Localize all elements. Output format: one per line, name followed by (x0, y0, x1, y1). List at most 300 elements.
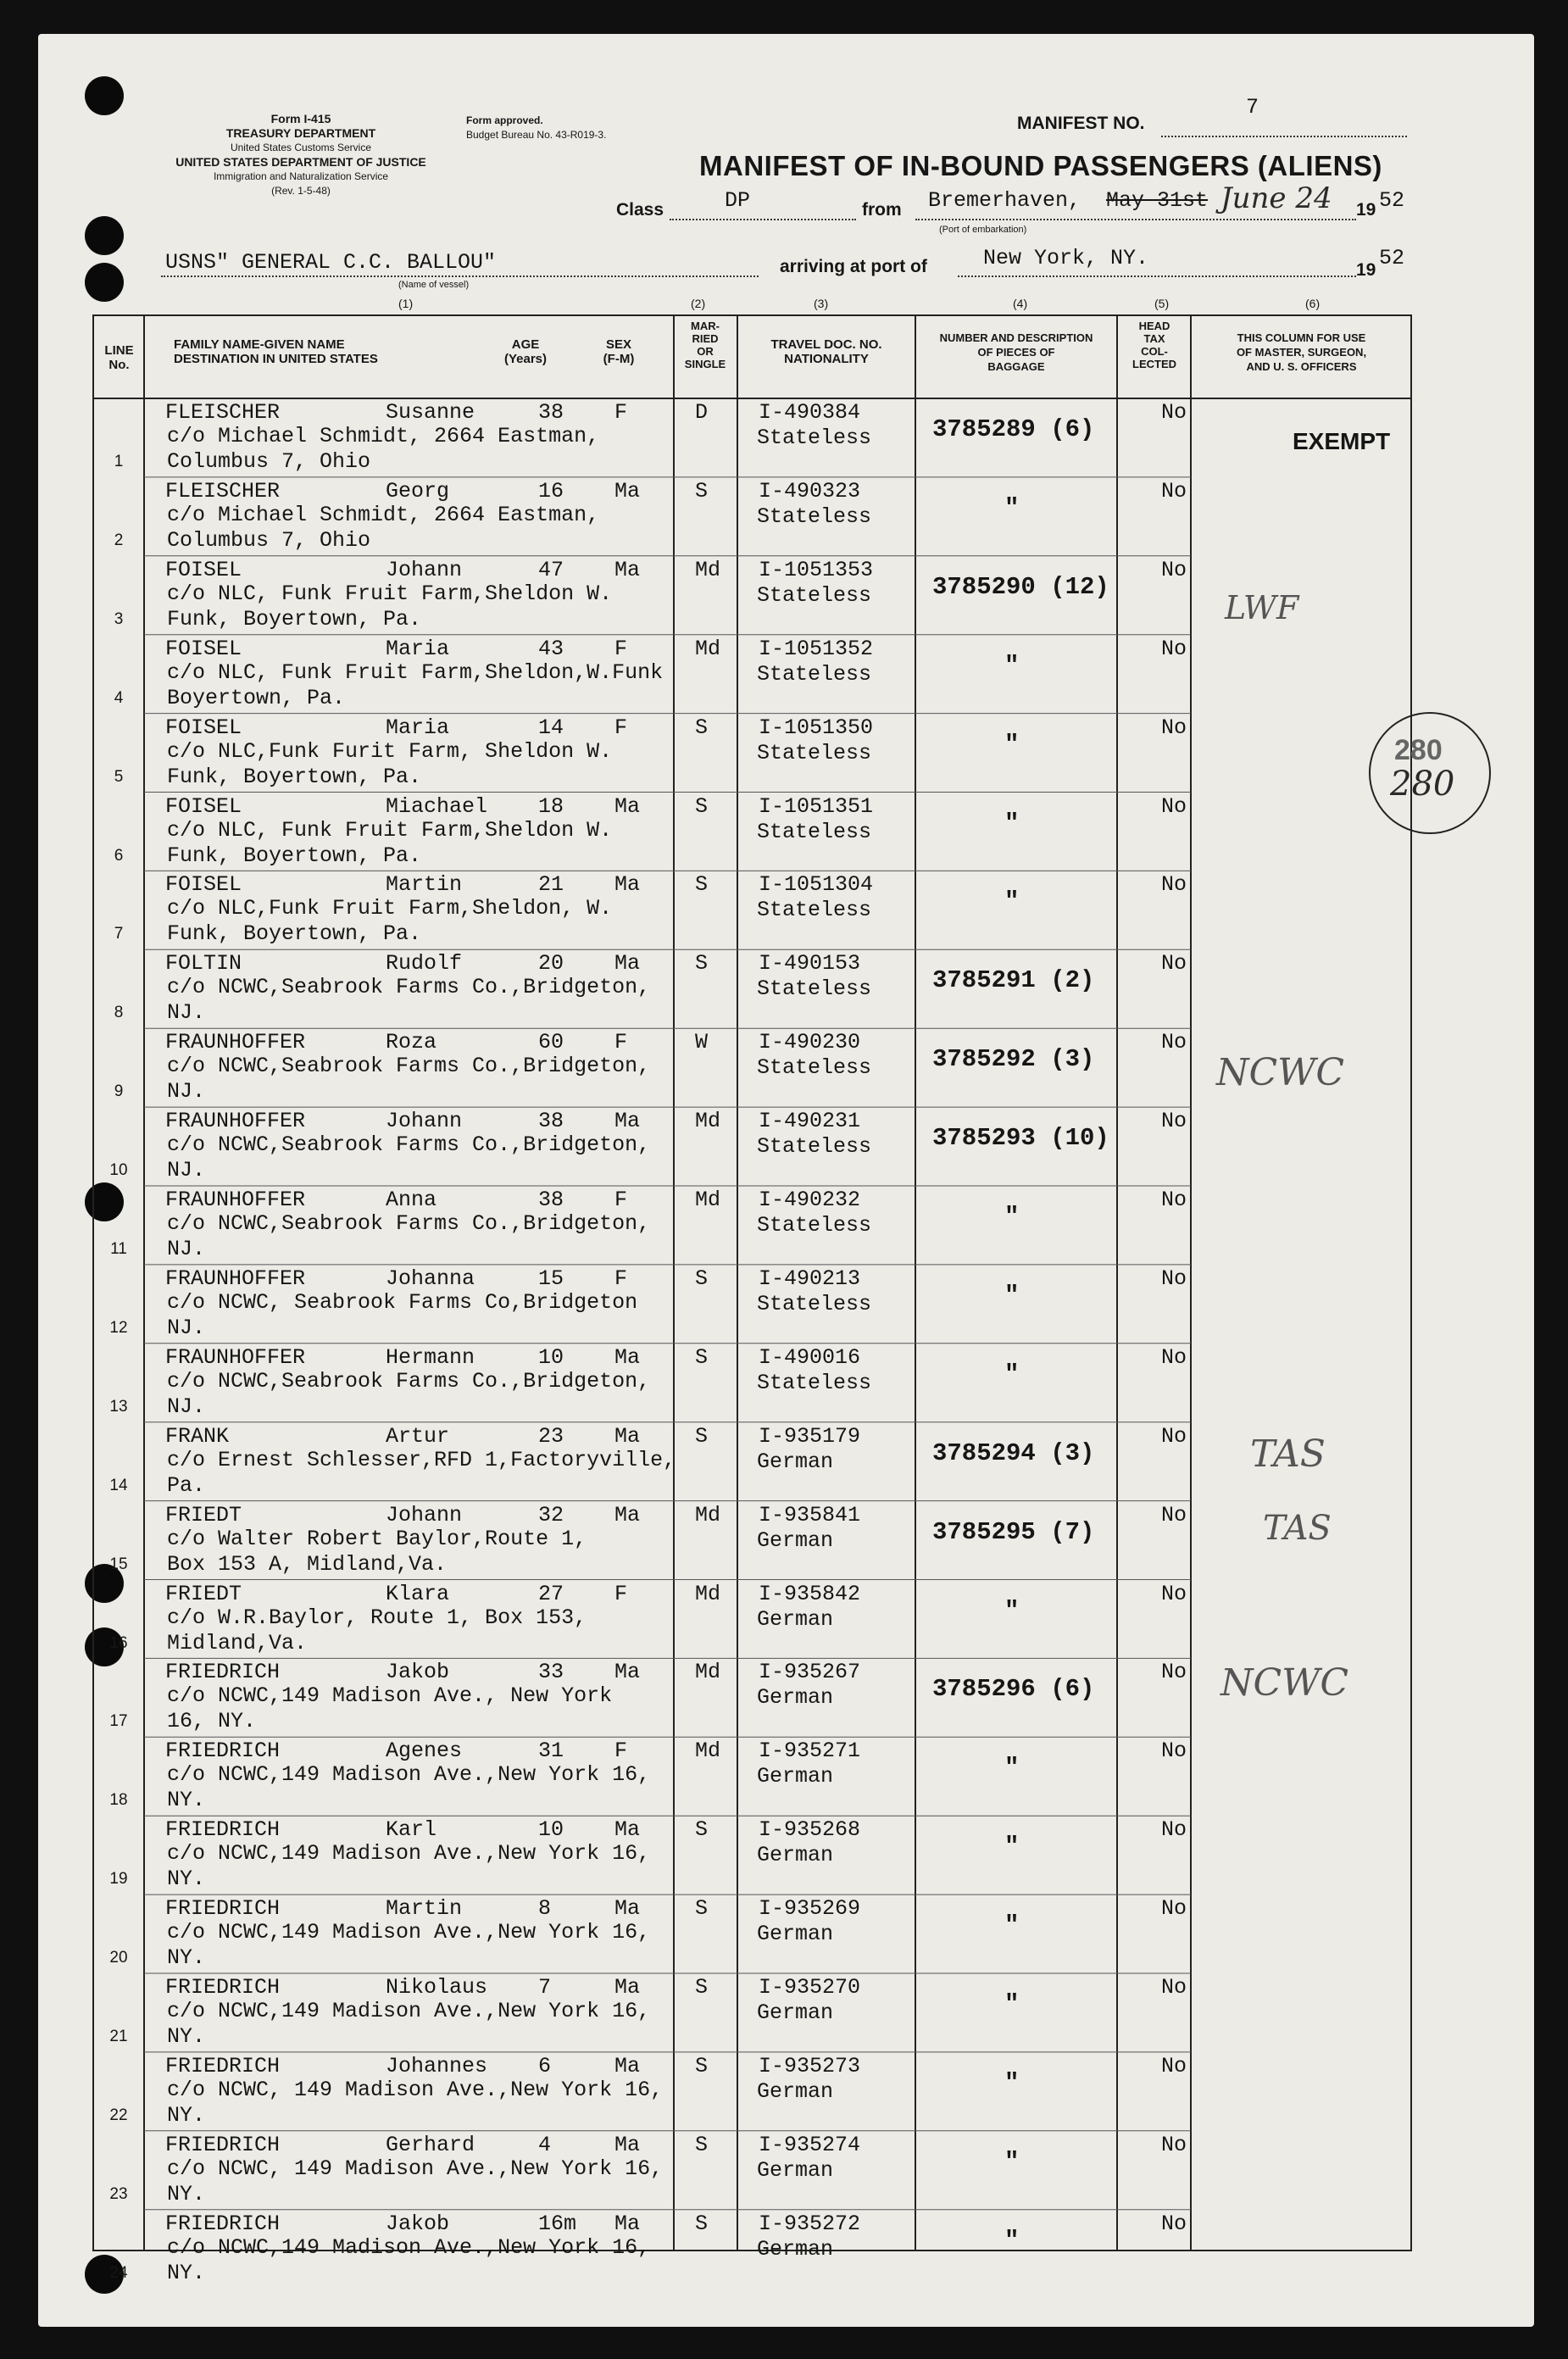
given-name: Artur (386, 1423, 450, 1449)
baggage: 3785296 (6) (932, 1675, 1095, 1704)
col-header-officers: THIS COLUMN FOR USE OF MASTER, SURGEON, AND U. S. OFFICERS (1236, 331, 1367, 373)
destination-line-1: c/o NCWC,149 Madison Ave.,New York 16, (167, 1762, 651, 1788)
line-number: 12 (109, 1318, 128, 1337)
destination-line-1: c/o Michael Schmidt, 2664 Eastman, (167, 502, 600, 527)
line-number: 8 (114, 1004, 124, 1022)
year-prefix-1: 19 (1356, 200, 1376, 220)
destination-line-2: NJ. (167, 1237, 206, 1261)
head-tax: No (1161, 1344, 1187, 1370)
baggage: " (1004, 1596, 1020, 1625)
nationality: German (757, 2000, 834, 2025)
sex: F (614, 400, 628, 425)
table-row (0, 1816, 1568, 1894)
baggage: " (1004, 651, 1020, 680)
marital-status: S (695, 478, 709, 504)
sex: Ma (614, 1817, 641, 1843)
family-name: FRIEDT (165, 1502, 242, 1527)
given-name: Hermann (386, 1344, 475, 1370)
nationality: Stateless (757, 582, 872, 608)
destination-line-1: c/o NLC, Funk Fruit Farm,Sheldon,W.Funk (167, 659, 664, 685)
nationality: German (757, 1527, 834, 1553)
table-row (0, 2052, 1568, 2131)
marital-status: D (695, 400, 709, 425)
col-num: (1) (398, 297, 414, 310)
age: 10 (538, 1344, 564, 1370)
marital-status: S (695, 1423, 709, 1449)
table-row (0, 1894, 1568, 1973)
travel-doc: I-1051351 (759, 793, 874, 819)
baggage: 3785289 (6) (932, 415, 1095, 443)
family-name: FRAUNHOFFER (165, 1344, 306, 1370)
family-name: FRIEDT (165, 1581, 242, 1606)
port-caption: (Port of embarkation) (939, 225, 1027, 235)
line-number: 17 (109, 1712, 128, 1731)
age: 60 (538, 1030, 564, 1055)
margin-note: NCWC (1216, 1051, 1345, 1094)
travel-doc: I-935274 (759, 2132, 861, 2157)
age: 4 (538, 2132, 552, 2157)
marital-status: Md (695, 1502, 721, 1527)
destination-line-1: c/o NCWC,Seabrook Farms Co.,Bridgeton, (167, 975, 651, 1000)
given-name: Maria (386, 636, 450, 661)
table-row (0, 556, 1568, 635)
sex: F (614, 1188, 628, 1212)
marital-status: Md (695, 1739, 721, 1764)
destination-line-2: NJ. (167, 1394, 206, 1419)
given-name: Susanne (386, 400, 475, 425)
line-number: 22 (109, 2106, 128, 2124)
destination-line-1: c/o NCWC,Seabrook Farms Co.,Bridgeton, (167, 1368, 651, 1394)
head-tax: No (1161, 715, 1187, 740)
baggage: 3785294 (3) (932, 1438, 1095, 1467)
baggage: " (1004, 2226, 1020, 2255)
class-value: DP (725, 188, 751, 213)
head-tax: No (1161, 1109, 1187, 1134)
nationality: Stateless (757, 740, 872, 765)
margin-note: TAS (1250, 1433, 1326, 1476)
family-name: FRIEDRICH (165, 1975, 281, 2000)
nationality: Stateless (757, 1213, 872, 1238)
baggage: " (1004, 1911, 1020, 1940)
line-number: 23 (109, 2184, 128, 2203)
table-row (0, 1422, 1568, 1501)
age: 8 (538, 1896, 552, 1922)
marital-status: Md (695, 1188, 721, 1212)
age: 6 (538, 2053, 552, 2078)
baggage: 3785291 (2) (932, 966, 1095, 995)
travel-doc: I-1051350 (759, 715, 874, 740)
sex: Ma (614, 872, 641, 898)
travel-doc: I-490323 (759, 478, 861, 504)
travel-doc: I-935272 (759, 2211, 861, 2236)
marital-status: Md (695, 636, 721, 661)
head-tax: No (1161, 951, 1187, 976)
travel-doc: I-935842 (759, 1581, 861, 1606)
table-row (0, 1501, 1568, 1580)
head-tax: No (1161, 1502, 1187, 1527)
family-name: FRIEDRICH (165, 2053, 281, 2078)
age: 38 (538, 1188, 564, 1212)
marital-status: S (695, 951, 709, 976)
given-name: Johannes (386, 2053, 488, 2078)
family-name: FRIEDRICH (165, 1896, 281, 1922)
destination-line-2: Funk, Boyertown, Pa. (167, 606, 422, 631)
family-name: FRANK (165, 1423, 230, 1449)
baggage: 3785293 (10) (932, 1124, 1109, 1153)
travel-doc: I-490230 (759, 1030, 861, 1055)
family-name: FRAUNHOFFER (165, 1266, 306, 1291)
col-header-travel: TRAVEL DOC. NO. NATIONALITY (770, 337, 882, 366)
margin-note: TAS (1263, 1509, 1332, 1548)
table-row (0, 1580, 1568, 1659)
head-tax: No (1161, 1739, 1187, 1764)
sex: Ma (614, 1423, 641, 1449)
family-name: FLEISCHER (165, 400, 281, 425)
nationality: Stateless (757, 1291, 872, 1316)
destination-line-2: NJ. (167, 1079, 206, 1104)
marital-status: S (695, 1266, 709, 1291)
table-row (0, 1186, 1568, 1265)
marital-status: S (695, 793, 709, 819)
nationality: German (757, 1764, 834, 1789)
destination-line-2: Funk, Boyertown, Pa. (167, 764, 422, 789)
line-number: 3 (114, 609, 124, 628)
line-number: 24 (109, 2263, 128, 2282)
table-row (0, 871, 1568, 949)
head-tax: No (1161, 1423, 1187, 1449)
baggage: " (1004, 1990, 1020, 2018)
nationality: German (757, 1922, 834, 1947)
manifest-no-label: MANIFEST NO. (1017, 114, 1145, 133)
age: 31 (538, 1739, 564, 1764)
col-header-sex: SEX (F-M) (603, 337, 635, 366)
baggage: " (1004, 2068, 1020, 2097)
age: 7 (538, 1975, 552, 2000)
family-name: FOISEL (165, 557, 242, 582)
head-tax: No (1161, 1030, 1187, 1055)
destination-line-2: 16, NY. (167, 1709, 257, 1734)
family-name: FRIEDRICH (165, 1817, 281, 1843)
marital-status: Md (695, 1660, 721, 1685)
nationality: Stateless (757, 661, 872, 687)
destination-line-2: NY. (167, 2102, 206, 2128)
marital-status: S (695, 1344, 709, 1370)
line-number: 7 (114, 925, 124, 943)
vessel-name: USNS" GENERAL C.C. BALLOU" (165, 250, 497, 275)
given-name: Gerhard (386, 2132, 475, 2157)
sex: Ma (614, 2211, 641, 2236)
given-name: Johann (386, 557, 463, 582)
head-tax: No (1161, 2132, 1187, 2157)
line-number: 9 (114, 1082, 124, 1101)
sex: Ma (614, 1502, 641, 1527)
given-name: Nikolaus (386, 1975, 488, 2000)
col-header-name: FAMILY NAME-GIVEN NAME DESTINATION IN UNITED STATES (174, 337, 378, 366)
manifest-title: MANIFEST OF IN-BOUND PASSENGERS (ALIENS) (699, 150, 1382, 181)
destination-line-2: Boyertown, Pa. (167, 685, 346, 710)
head-tax: No (1161, 793, 1187, 819)
head-tax: No (1161, 872, 1187, 898)
year-2: 52 (1379, 246, 1405, 270)
line-number: 2 (114, 531, 124, 549)
head-tax: No (1161, 1581, 1187, 1606)
nationality: Stateless (757, 1134, 872, 1160)
col-header-married: MAR- RIED OR SINGLE (684, 320, 726, 370)
family-name: FRAUNHOFFER (165, 1109, 306, 1134)
given-name: Jakob (386, 1660, 450, 1685)
from-value: Bremerhaven, (928, 188, 1081, 213)
baggage: " (1004, 2147, 1020, 2176)
family-name: FOISEL (165, 872, 242, 898)
family-name: FRIEDRICH (165, 1739, 281, 1764)
table-row (0, 2210, 1568, 2289)
nationality: Stateless (757, 976, 872, 1002)
destination-line-2: NY. (167, 2024, 206, 2049)
given-name: Johann (386, 1502, 463, 1527)
destination-line-2: Box 153 A, Midland,Va. (167, 1551, 448, 1577)
destination-line-2: NY. (167, 1867, 206, 1892)
nationality: German (757, 2236, 834, 2262)
sex: F (614, 1739, 628, 1764)
col-num: (3) (814, 297, 829, 310)
sex: Ma (614, 951, 641, 976)
margin-note: NCWC (1220, 1661, 1349, 1705)
baggage: " (1004, 1203, 1020, 1231)
travel-doc: I-490232 (759, 1188, 861, 1212)
destination-line-2: Columbus 7, Ohio (167, 527, 371, 553)
head-tax: No (1161, 478, 1187, 504)
baggage: 3785295 (7) (932, 1517, 1095, 1546)
destination-line-1: c/o NCWC,Seabrook Farms Co.,Bridgeton, (167, 1132, 651, 1158)
marital-status: Md (695, 1581, 721, 1606)
baggage: 3785292 (3) (932, 1045, 1095, 1074)
head-tax: No (1161, 1896, 1187, 1922)
head-tax: No (1161, 636, 1187, 661)
col-header-headtax: HEAD TAX COL- LECTED (1132, 320, 1176, 370)
marital-status: S (695, 1975, 709, 2000)
given-name: Johanna (386, 1266, 475, 1291)
age: 14 (538, 715, 564, 740)
line-number: 15 (109, 1555, 128, 1573)
nationality: Stateless (757, 819, 872, 844)
table-row (0, 477, 1568, 556)
age: 47 (538, 557, 564, 582)
table-row (0, 714, 1568, 793)
age: 32 (538, 1502, 564, 1527)
baggage: " (1004, 1281, 1020, 1310)
head-tax: No (1161, 1266, 1187, 1291)
line-number: 1 (114, 453, 124, 470)
given-name: Jakob (386, 2211, 450, 2236)
table-row (0, 635, 1568, 714)
marital-status: Md (695, 557, 721, 582)
destination-line-1: c/o Walter Robert Baylor,Route 1, (167, 1526, 587, 1551)
line-number: 10 (109, 1161, 128, 1180)
destination-line-2: Pa. (167, 1472, 206, 1498)
nationality: German (757, 1843, 834, 1868)
nationality: German (757, 1606, 834, 1632)
destination-line-1: c/o NCWC,Seabrook Farms Co.,Bridgeton, (167, 1211, 651, 1236)
nationality: Stateless (757, 1055, 872, 1081)
destination-line-2: NY. (167, 1945, 206, 1971)
travel-doc: I-935270 (759, 1975, 861, 2000)
age: 43 (538, 636, 564, 661)
manifest-no: 7 (1246, 95, 1259, 120)
destination-line-1: c/o NCWC,Seabrook Farms Co.,Bridgeton, (167, 1054, 651, 1079)
destination-line-1: c/o NLC, Funk Fruit Farm,Sheldon W. (167, 817, 613, 843)
destination-line-1: c/o NLC,Funk Fruit Farm,Sheldon, W. (167, 896, 613, 921)
sex: F (614, 636, 628, 661)
nationality: German (757, 1449, 834, 1474)
destination-line-1: c/o Ernest Schlesser,RFD 1,Factoryville, (167, 1447, 676, 1472)
sex: F (614, 1030, 628, 1055)
given-name: Karl (386, 1817, 437, 1843)
destination-line-1: c/o NLC,Funk Furit Farm, Sheldon W. (167, 738, 613, 764)
age: 16 (538, 478, 564, 504)
destination-line-1: c/o NCWC,149 Madison Ave.,New York 16, (167, 1841, 651, 1867)
head-tax: No (1161, 1975, 1187, 2000)
family-name: FOISEL (165, 715, 242, 740)
sex: Ma (614, 1109, 641, 1134)
margin-note: LWF (1225, 589, 1299, 626)
exempt-stamp: EXEMPT (1293, 428, 1391, 454)
circled-count-printed: 280 (1394, 734, 1443, 766)
travel-doc: I-935271 (759, 1739, 861, 1764)
from-label: from (862, 200, 902, 220)
sex: Ma (614, 478, 641, 504)
nationality: German (757, 2078, 834, 2104)
col-num: (5) (1154, 297, 1170, 310)
class-label: Class (616, 200, 664, 220)
family-name: FOISEL (165, 636, 242, 661)
destination-line-1: c/o NCWC,149 Madison Ave.,New York 16, (167, 1920, 651, 1945)
table-row (0, 1265, 1568, 1344)
travel-doc: I-1051353 (759, 557, 874, 582)
baggage: " (1004, 1360, 1020, 1388)
from-date-struck: May 31st (1106, 188, 1209, 213)
head-tax: No (1161, 400, 1187, 425)
head-tax: No (1161, 1188, 1187, 1212)
travel-doc: I-1051304 (759, 872, 874, 898)
travel-doc: I-490016 (759, 1344, 861, 1370)
given-name: Roza (386, 1030, 437, 1055)
age: 38 (538, 1109, 564, 1134)
destination-line-1: c/o NCWC, 149 Madison Ave.,New York 16, (167, 2156, 664, 2181)
baggage: " (1004, 809, 1020, 837)
line-number: 6 (114, 846, 124, 865)
line-number: 5 (114, 767, 124, 786)
given-name: Martin (386, 872, 463, 898)
table-row (0, 1344, 1568, 1422)
baggage: " (1004, 1833, 1020, 1861)
given-name: Klara (386, 1581, 450, 1606)
head-tax: No (1161, 2211, 1187, 2236)
line-number: 16 (109, 1633, 128, 1652)
destination-line-2: NJ. (167, 1000, 206, 1026)
given-name: Maria (386, 715, 450, 740)
col-num: (6) (1305, 297, 1321, 310)
sex: Ma (614, 793, 641, 819)
table-row (0, 1107, 1568, 1186)
marital-status: S (695, 715, 709, 740)
line-number: 13 (109, 1397, 128, 1416)
head-tax: No (1161, 557, 1187, 582)
destination-line-1: c/o NCWC,149 Madison Ave., New York (167, 1683, 613, 1709)
col-header-baggage: NUMBER AND DESCRIPTION OF PIECES OF BAGGAGE (939, 331, 1093, 373)
sex: Ma (614, 1660, 641, 1685)
line-number: 20 (109, 1949, 128, 1967)
marital-status: Md (695, 1109, 721, 1134)
destination-line-1: c/o W.R.Baylor, Route 1, Box 153, (167, 1605, 587, 1630)
given-name: Johann (386, 1109, 463, 1134)
family-name: FRIEDRICH (165, 1660, 281, 1685)
destination-line-2: NY. (167, 1788, 206, 1813)
baggage: 3785290 (12) (932, 572, 1109, 601)
travel-doc: I-935269 (759, 1896, 861, 1922)
family-name: FRAUNHOFFER (165, 1188, 306, 1212)
age: 20 (538, 951, 564, 976)
approval-info: Form approved. Budget Bureau No. 43-R019-3. (466, 114, 607, 141)
nationality: Stateless (757, 504, 872, 529)
travel-doc: I-490231 (759, 1109, 861, 1134)
age: 21 (538, 872, 564, 898)
marital-status: S (695, 1817, 709, 1843)
baggage: " (1004, 1754, 1020, 1783)
arriving-value: New York, NY. (983, 246, 1149, 270)
destination-line-1: c/o NCWC, 149 Madison Ave.,New York 16, (167, 2077, 664, 2102)
age: 18 (538, 793, 564, 819)
line-number: 18 (109, 1791, 128, 1810)
age: 27 (538, 1581, 564, 1606)
destination-line-2: NJ. (167, 1158, 206, 1183)
given-name: Anna (386, 1188, 437, 1212)
travel-doc: I-490384 (759, 400, 861, 425)
family-name: FRAUNHOFFER (165, 1030, 306, 1055)
travel-doc: I-935841 (759, 1502, 861, 1527)
sex: Ma (614, 2132, 641, 2157)
arriving-label: arriving at port of (780, 257, 927, 276)
table-row (0, 949, 1568, 1028)
from-date-handwritten: June 24 (1220, 181, 1332, 215)
travel-doc: I-935273 (759, 2053, 861, 2078)
table-row (0, 2131, 1568, 2210)
nationality: German (757, 2157, 834, 2183)
nationality: German (757, 1685, 834, 1711)
year-1: 52 (1379, 188, 1405, 213)
sex: Ma (614, 1975, 641, 2000)
circled-count-handwritten: 280 (1390, 765, 1455, 804)
travel-doc: I-935267 (759, 1660, 861, 1685)
sex: F (614, 1581, 628, 1606)
destination-line-1: c/o NCWC, Seabrook Farms Co,Bridgeton (167, 1289, 638, 1315)
destination-line-2: Funk, Boyertown, Pa. (167, 843, 422, 868)
travel-doc: I-490213 (759, 1266, 861, 1291)
baggage: " (1004, 887, 1020, 916)
head-tax: No (1161, 2053, 1187, 2078)
sex: Ma (614, 1344, 641, 1370)
table-row (0, 793, 1568, 871)
year-prefix-2: 19 (1356, 260, 1376, 280)
destination-line-1: c/o NLC, Funk Fruit Farm,Sheldon W. (167, 581, 613, 606)
sex: F (614, 1266, 628, 1291)
table-row (0, 1973, 1568, 2052)
baggage: " (1004, 730, 1020, 759)
nationality: Stateless (757, 1370, 872, 1395)
destination-line-1: c/o NCWC,149 Madison Ave.,New York 16, (167, 1999, 651, 2023)
age: 10 (538, 1817, 564, 1843)
head-tax: No (1161, 1660, 1187, 1685)
line-number: 14 (109, 1476, 128, 1494)
